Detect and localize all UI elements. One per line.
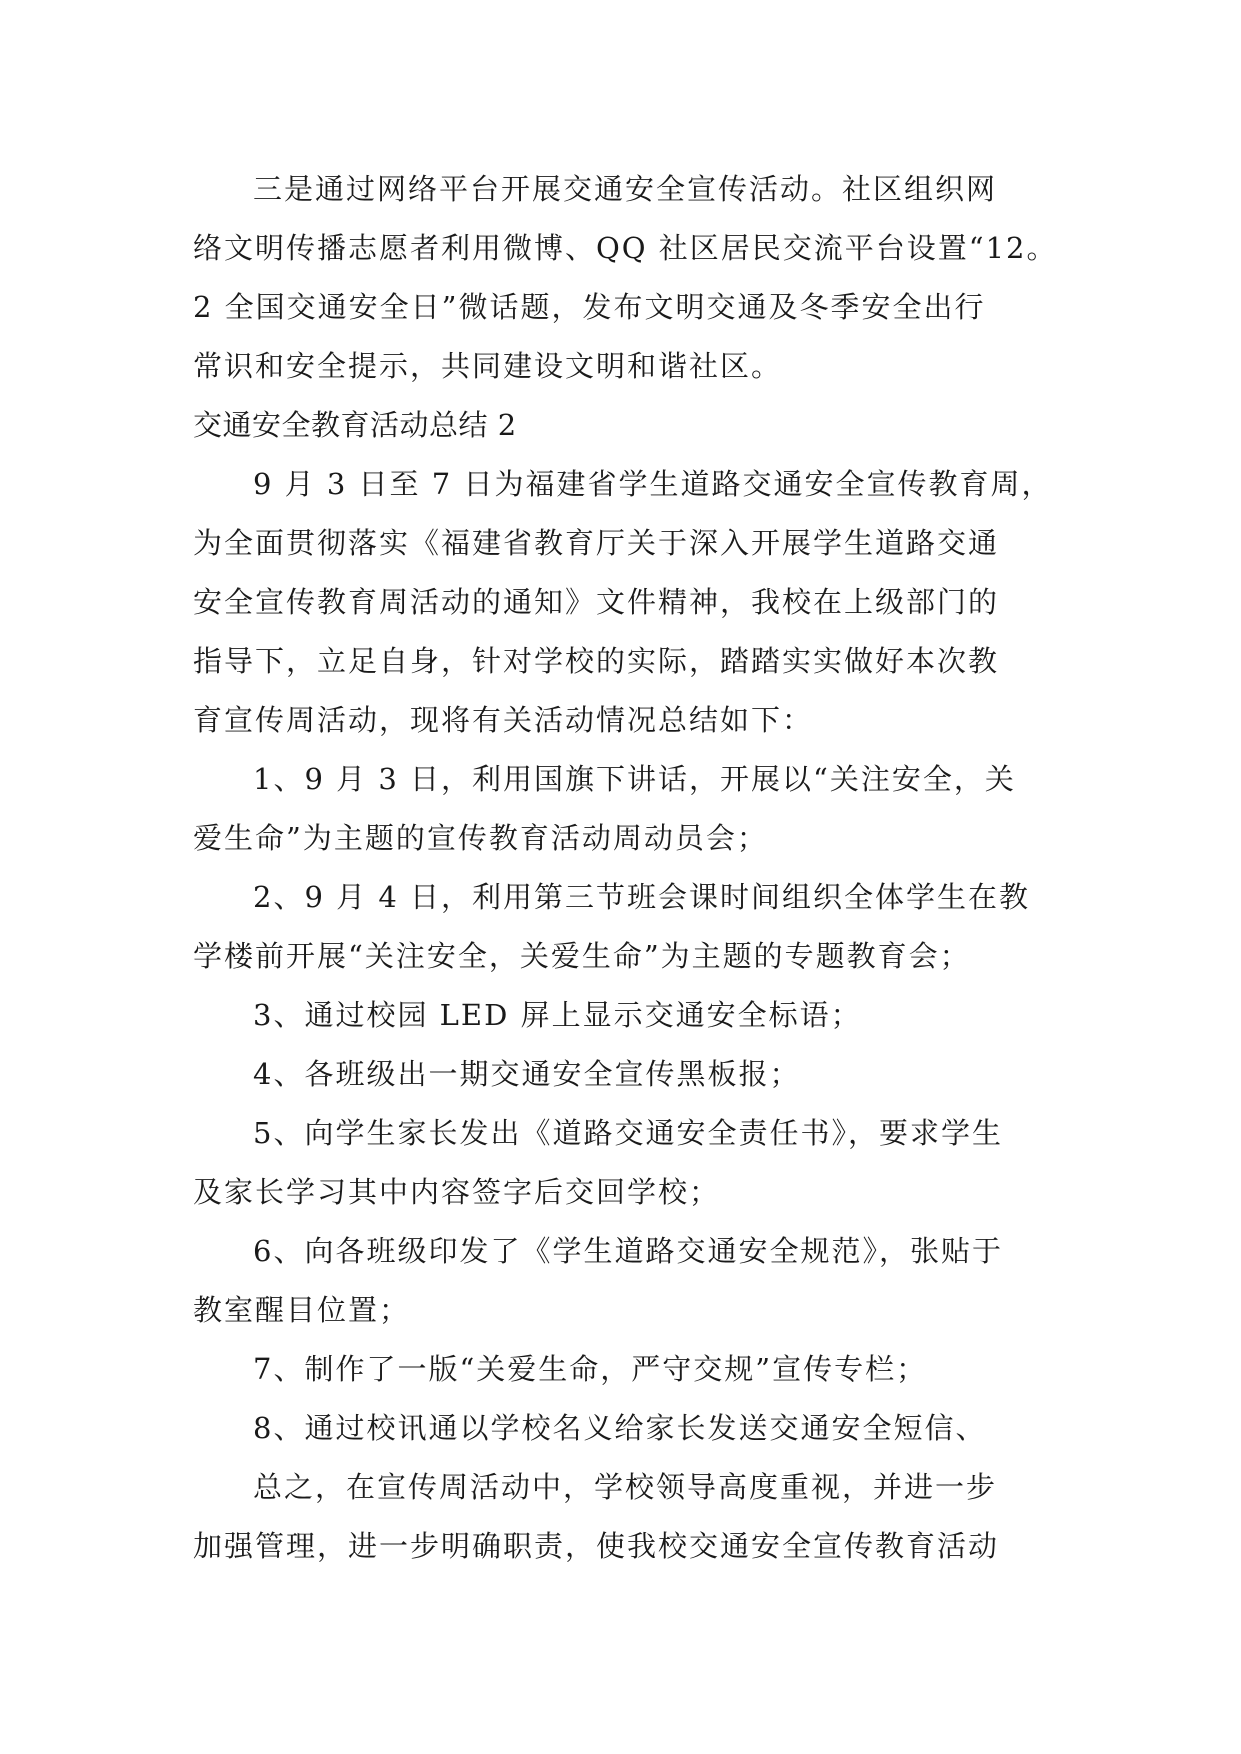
list-item-line: 4、各班级出一期交通安全宣传黑板报； — [253, 1057, 801, 1091]
list-item-line: 2、9 月 4 日，利用第三节班会课时间组织全体学生在教 — [253, 880, 1031, 914]
paragraph-line: 指导下，立足自身，针对学校的实际，踏踏实实做好本次教 — [193, 644, 1000, 678]
list-item-line: 6、向各班级印发了《学生道路交通安全规范》，张贴于 — [253, 1234, 1003, 1268]
list-item-line: 学楼前开展“关注安全，关爱生命”为主题的专题教育会； — [193, 939, 971, 973]
list-item-line: 8、通过校讯通以学校名义给家长发送交通安全短信、 — [253, 1411, 987, 1445]
paragraph-line: 络文明传播志愿者利用微博、QQ 社区居民交流平台设置“12。 — [193, 231, 1058, 265]
list-item-line: 3、通过校园 LED 屏上显示交通安全标语； — [253, 998, 862, 1032]
section-heading: 交通安全教育活动总结 2 — [193, 408, 517, 442]
paragraph-line: 总之，在宣传周活动中，学校领导高度重视，并进一步 — [253, 1470, 998, 1504]
paragraph-line: 安全宣传教育周活动的通知》文件精神，我校在上级部门的 — [193, 585, 1000, 619]
list-item-line: 5、向学生家长发出《道路交通安全责任书》，要求学生 — [253, 1116, 1003, 1150]
document-body — [193, 160, 1058, 1576]
paragraph-line: 加强管理，进一步明确职责，使我校交通安全宣传教育活动 — [193, 1529, 1000, 1563]
paragraph-line: 三是通过网络平台开展交通安全宣传活动。社区组织网 — [253, 172, 998, 206]
list-item-line: 1、9 月 3 日，利用国旗下讲话，开展以“关注安全，关 — [253, 762, 1016, 796]
paragraph-line: 育宣传周活动，现将有关活动情况总结如下： — [193, 703, 814, 737]
list-item-line: 爱生命”为主题的宣传教育活动周动员会； — [193, 821, 768, 855]
paragraph-line: 2 全国交通安全日”微话题，发布文明交通及冬季安全出行 — [193, 290, 986, 324]
paragraph-line: 为全面贯彻落实《福建省教育厅关于深入开展学生道路交通 — [193, 526, 1000, 560]
paragraph-line: 常识和安全提示，共同建设文明和谐社区。 — [193, 349, 783, 383]
list-item-line: 及家长学习其中内容签字后交回学校； — [193, 1175, 721, 1209]
list-item-line: 教室醒目位置； — [193, 1293, 411, 1327]
list-item-line: 7、制作了一版“关爱生命，严守交规”宣传专栏； — [253, 1352, 928, 1386]
paragraph-line: 9 月 3 日至 7 日为福建省学生道路交通安全宣传教育周， — [253, 467, 1053, 501]
